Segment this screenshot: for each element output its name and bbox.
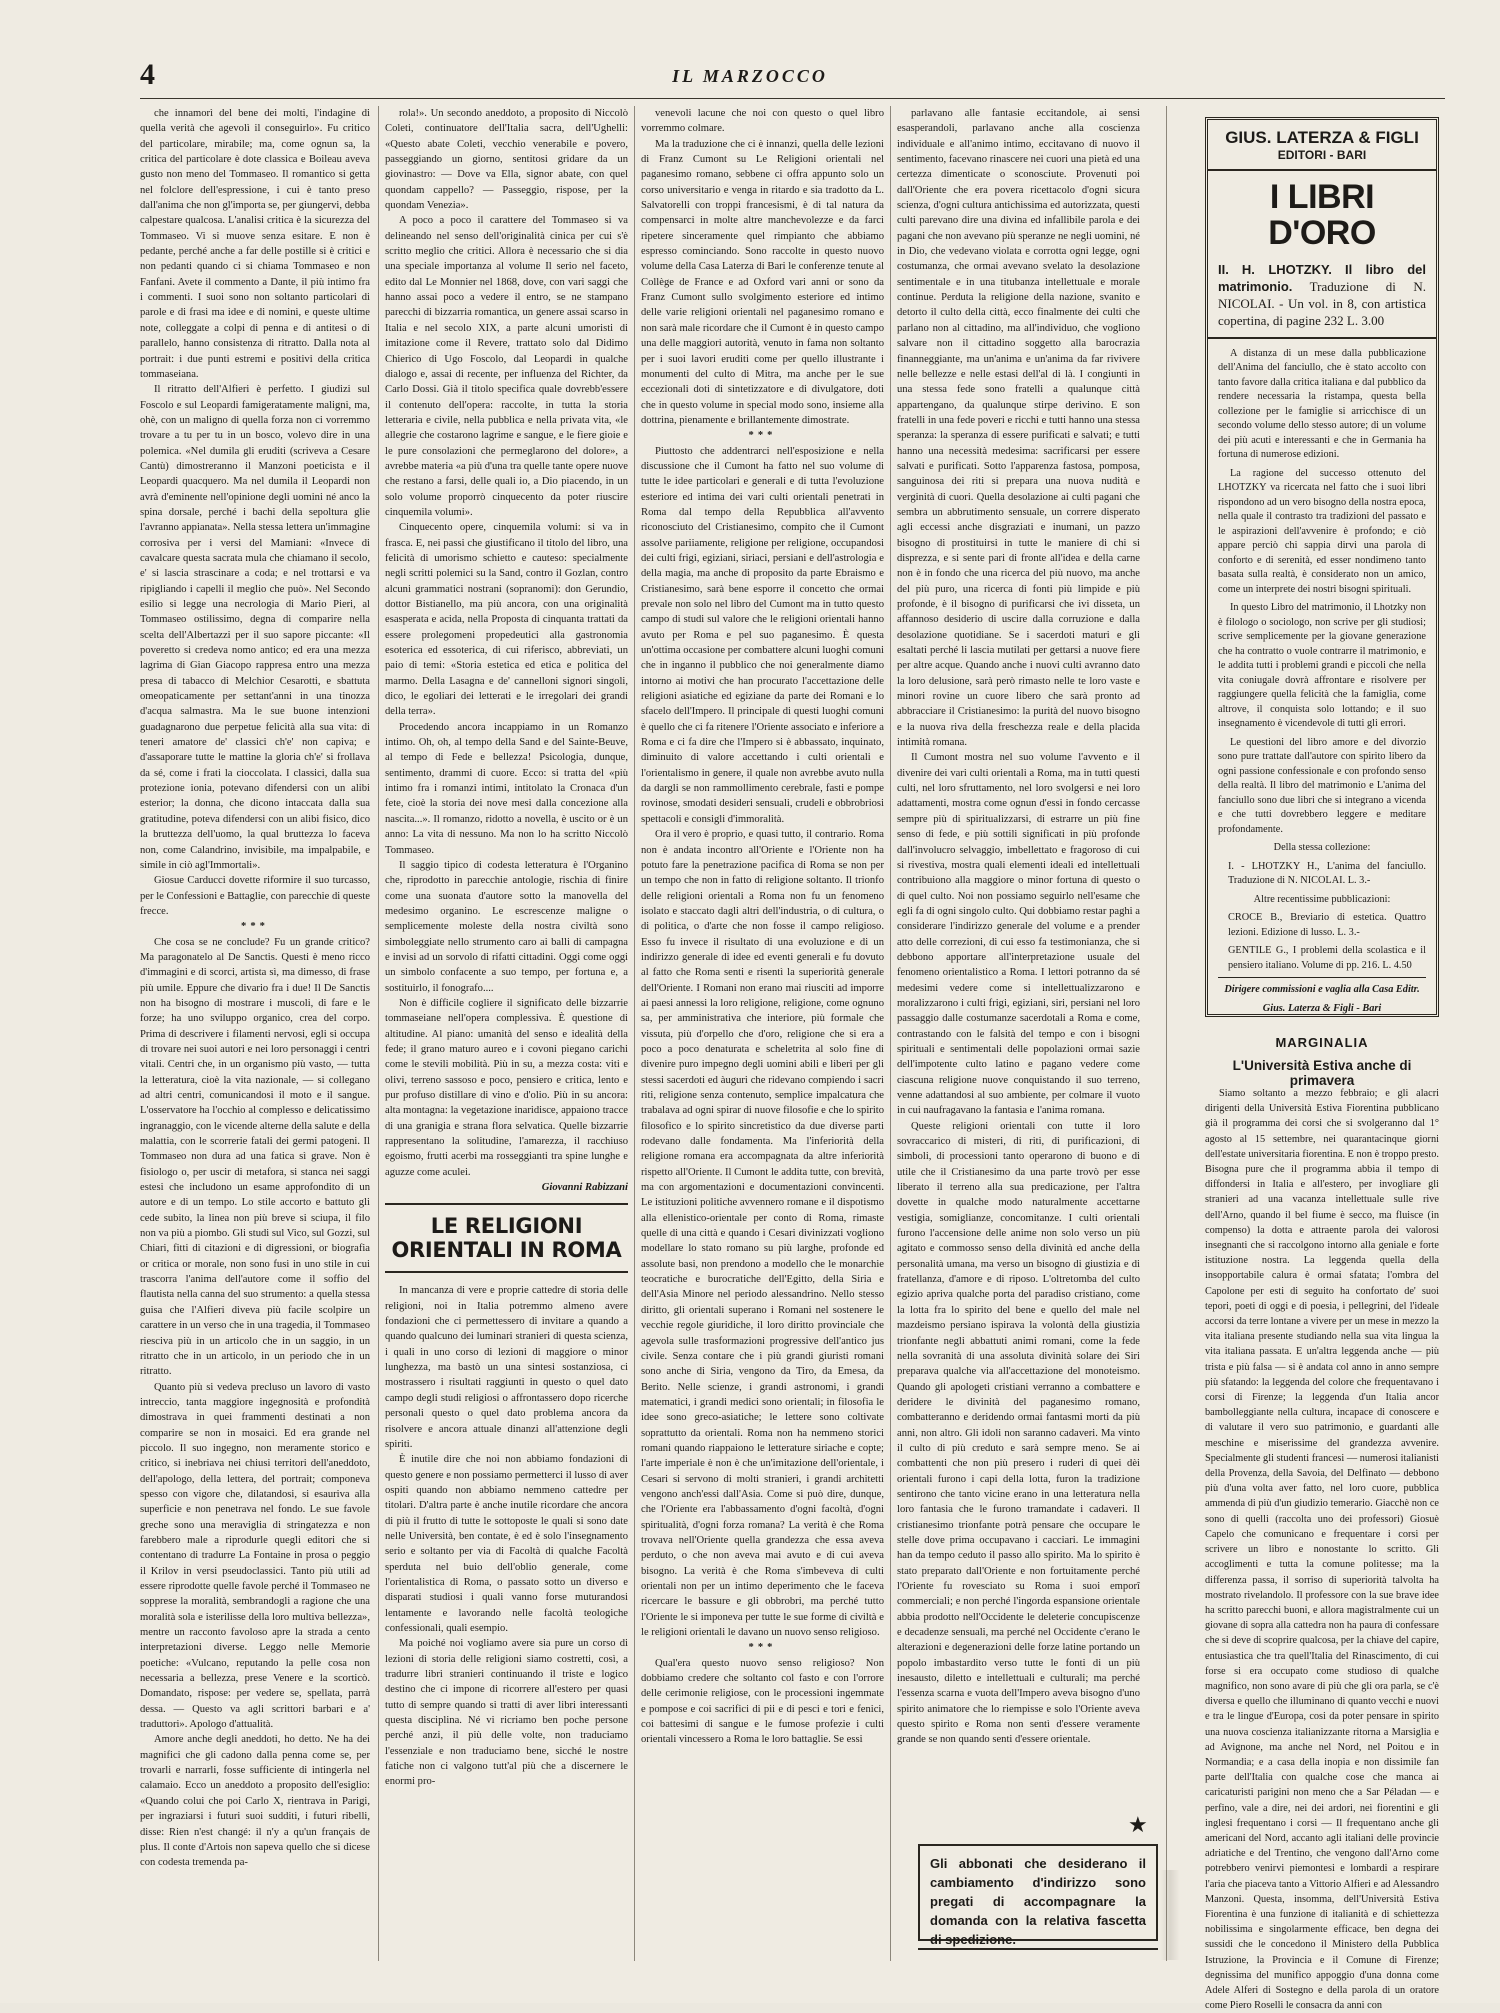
paragraph: Queste religioni orientali con tutte il loro sovraccarico di misteri, di riti, di purificazioni, di simboli, di processioni tanto operarono di buono e di utile che il Cristianesimo da una parte trovò per esse liberato il terreno alla sua predicazione, per l'altra dovette in qualche modo naturalmente accettarne vestigia, somiglianze, concomitanze. I culti orientali furono l'accensione delle anime non solo verso un più agitato e commosso senso della divinità ed anche della personalità umana, ma verso un bisogno di giustizia e di fratellanza, d'amore e di riposo. L'oltretomba del culto egizio apriva qualche porta del paradiso cristiano, come la lotta fra lo spirito del bene e quello del male nel mazdeismo persiano ispirava la volontà della giustizia trionfante negli abbattuti animi romani, come la fede nella sovranità di una assoluta divinità solare dei Siri preparava qualche via all'accettazione del monoteismo. Quando gli apologeti cristiani verranno a combattere e deridere le divinità del paganesimo romano, combatteranno e deridendo ormai fantasmi morti da più anni, non altro. Gli idoli non saranno cadaveri. Ma vinto il culto di più creduto e sarà sempre meno. Se ai combattenti che non più presero i ruderi di quei dèi orientali furono i capi della lotta, furon la tradizione sentirono che tanto vicine erano in una letteratura nella loro fantasia che le furono tramandate i cadaveri. Il cristianesimo trionfante potrà pensare che occupare le stelle dove prima occupavano i cacciari. Le immagini han da tempo ceduto il passo allo spirito. Ma lo spirito è stato preparato dall'Oriente e non fortuitamente perché l'Oriente fu rovesciato su Roma i suoi emporî commerciali; e non perché l'ingorda espansione orientale abbia prodotto nell'Occidente le deleterie concupiscenze e decadenze sensuali, ma perché nel Occidente c'erano le alterazioni e degenerazioni delle forze latine portando un popolo imbastardito verso tutte le fonti di un più inesausto, diletto e intellettuali e culturali; ma perché l'essenza scarna e vuota dell'Impero aveva bisogno d'uno spirito animatore che lo riempisse e solo l'Oriente aveva questo spirito e Roma non sentì d'essere veramente grande se non quando senti d'essere orientale.: [897, 1120, 1140, 1746]
author-signature: Giovanni Rabizzani: [541, 1182, 628, 1194]
paragraph: A poco a poco il carattere del Tommaseo si va delineando nel senso dell'originalità cinica per cui s'è scritto meglio che critici. Allora è necessario che si dia una speciale importanza al volume Il serio nel faceto, edito dal Le Monnier nel 1868, dove, con vari saggi che hanno assai poco a vedere il entro, se ne stampano parecchi di bizzarria romantica, un genere assai scarso in Italia e nel secolo XIX, a parte alcuni umoristi di imitazione come il Revere, trattato solo dal Didimo Chierico di Ugo Foscolo, dal Leopardi in qualche dialogo e, assai di recente, per influenza del Richter, da Carlo Dossi. Già il titolo specifica quale dovrebb'essere il contenuto dell'opera: raccolte, in tutta la storia letteraria e civile, nella pubblica e nella privata vita, «le allegrie che costarono lagrime e sangue, e le fiere gioie e le pure consolazioni che permeglarono del dolore», a avrebbe materia «a più d'una tra quelle tante opere nuove che restano a farsi, delle quali io, a Dio piacendo, in un solo volume proporrò cinquecento da poter riuscire cinquemila volumi».: [385, 215, 628, 518]
notice-rule: [918, 1948, 1158, 1950]
ad-subheading: Altre recentissime pubblicazioni:: [1253, 893, 1391, 905]
section-separator: ***: [241, 921, 269, 933]
ad-publisher-location: EDITORI - BARI: [1277, 148, 1367, 162]
ad-feature-title: Il libro del matrimonio.: [1218, 261, 1427, 294]
ad-book-listing: GENTILE G., I problemi della scolastica e il pensiero italiano. Volume di pp. 216. L. 4.50: [1228, 945, 1426, 971]
marginalia-body: [1205, 1086, 1439, 2012]
paragraph: parlavano alle fantasie eccitandole, ai sensi esasperandoli, parlavano anche alla coscienza individuale e all'animo intimo, eccitavano di nuovo il sentimento, facevano rinascere nei cuori una pietà ed una certezza dimenticate o sconosciute. Provenuti poi dall'Oriente che era povera ricettacolo d'ogni sicura scienza, d'ogni cultura antichissima ed autorizzata, questi culti parevano dire una divina ed infallibile parola e dei pagani che non avevano più speranze ne negli uomini, né in Dio, che vedevano violata e corrotta ogni legge, ogni costumanza, che ormai avevano svelato la desolazione sentimentale e in una titubanza intellettuale e morale continue. Perduta la religione della nazione, svanito e detorto il culto della città, ecco finalmente dei culti che parlano non al cittadino, ma all'individuo, che vogliono salvare non il cittadino soggetto alla barocrazia finanneggiante, ma un'anima e un'anima da far rivivere nelle bellezze e nelle estasi dell'al di là. I congiunti in una stessa fede sono fratelli a qualunque città appartengano, da qualunque stirpe derivino. E son fratelli in una fede poveri e ricchi e tutti hanno una stessa speranza: la speranza di essere purificati e salvati; e tutti hanno una necessità medesima: sacrificarsi per essere salvati e purificati. Sotto l'apparenza fastosa, pomposa, sanguinosa dei riti si prepara una nuova nudità e verginità di cuori. Quella desolazione ai culti pagani che sembra un abbrutimento sensuale, un correre disperato agli eccessi anche disgraziati e inumani, un pazzo bisogno di prostituirsi in tutte le maniere di chi si disprezza, e si sente pari di fronte all'idea e della carne non è in fondo che una ricerca del più nuovo, ma anche del più puro, una ricerca di fonti più limpide e più profonde, è il bisogno di purificarsi che ivi disseta, un affannoso desiderio di uscire dalla corruzione e dalla desolazione quotidiane. Se i sacerdoti maturi e gli esaltati perché li lascia mutilati per gettarsi a nuove fiere per altre acque. Quando anche i nuovi culti avranno dato la loro delusione, sarà però rimasto nelle te loro vaste e minori rovine un cuore libero che sarà pronto ad abbracciare il Cristianesimo: la purità del nuovo bisogno e la nuova riva della freschezza reale e della placida intimità romana.: [897, 108, 1140, 749]
ad-paragraph: A distanza di un mese dalla pubblicazione dell'Anima del fanciullo, che è stato accolto con tanto favore dalla critica italiana e dal pubblico da rendere necessaria la ristampa, questa bella collezione per le famiglie si arricchisce di un secondo volume dello stesso autore; di un volume dei più acuti e interessanti e che in Germania ha fortuna di numerose edizioni.: [1218, 347, 1426, 460]
column-divider: [890, 106, 891, 1961]
paragraph: Giosue Carducci dovette riformire il suo turcasso, per le Confessioni e Battaglie, con parecchie di queste frecce.: [140, 875, 370, 917]
paragraph: Che cosa se ne conclude? Fu un grande critico? Ma paragonatelo al De Sanctis. Questi è meno ricco d'immagini e di scorci, artista sì, ma dimesso, di frase più umile. Eppure che divario fra i due! Il De Sanctis non ha bisogno di mostrare i muscoli, di fare e le forze; ha uno sviluppo organico, crea del corpo. Prima di descrivere i filamenti nervosi, egli si occupa di trovare nei suoi autori e nei loro personaggi i centri vitali. Centri che, in un organismo più vasto, — tutta la letteratura, cioè la vita nazionale, — si collegano ad altri centri, comunicandosi il moto e il sangue. L'osservatore ha l'occhio al complesso e delicatissimo ingranaggio, con le vicende alterne della salute e della malattia, con le scorrerie fatali dei germi patogeni. Il Tommaseo non dura ad una fatica sì grave. Non è fisiologo o, per uscir di metafora, si stanca nei saggi estesi che includono un esame approfondito di un autore e di un tempo. Lo stile accorto e battuto gli cede subito, la linea non più breve si sciupa, il filo non va più a piombo. Gli studi sul Vico, sul Gozzi, sul Chiari, fitti di citazioni e di digressioni, or biografia or critica or morale, non sono fusi in uno stile in cui trascorra l'anima dell'autore come il soffio del flautista nella canna del suo strumento: a quella stessa guisa che l'Alfieri diveva più facile scolpire un carattere in un verso che in una tragedia, il Tommaseo riesciva più in un articolo che in un saggio, in un ritratto che in un articolo, in un periodo che in un ritratto.: [140, 936, 370, 1378]
column-3: [641, 106, 884, 1961]
header-rule: [140, 98, 1445, 99]
article-headline: LE RELIGIONI ORIENTALI IN ROMA: [385, 1203, 628, 1273]
ad-book-listing: CROCE B., Breviario di estetica. Quattro lezioni. Edizione di lusso. L. 3.-: [1228, 912, 1426, 938]
ad-publisher-name: GIUS. LATERZA & FIGLI: [1225, 128, 1419, 147]
ad-order-instructions: Dirigere commissioni e vaglia alla Casa Editr.: [1218, 977, 1426, 998]
section-separator: ***: [748, 1642, 777, 1654]
column-1: [140, 106, 370, 1961]
paragraph: che innamorì del bene dei molti, l'indagine di quella verità che agevolì il conseguirlo». Fu critico del particolare, mirabile; ma, come ognun sa, la critica del particolare è dote classica e Boileau aveva gusto non meno del Tommaseo. Il romantico si getta nel folclore dell'espressione, i cui è tanto preso dall'anima che non gl'importa se, per giungervi, debba calpestare qualcosa. L'analisi critica è la sicurezza del Tommaseo. Vi si muove senza esitare. E non è pedante, perché anche a far delle postille si è critici e non pedanti quando ci si chiama Tommaseo e non Fanfani. Avete il commento a Dante, il più intimo fra i commenti. I suoi sono non soltanto particolari di parole e di frasi ma idee e di nomini, e queste ultime note, colleggate a colpi di penna e di antitesi o di parallelo, hanno consistenza di ritratto. Dalla nota al portrait: i due punti estremi e positivi della critica tommaseiana.: [140, 108, 370, 380]
ad-feature-author: H. LHOTZKY.: [1241, 261, 1332, 277]
paragraph: Qual'era questo nuovo senso religioso? Non dobbiamo credere che soltanto col fasto e con l'orrore delle cerimonie religiose, con le processioni ingemmate e pompose e coi sacrifici di pii e di pesci e tori e fenici, coi battesimi di sangue e le fumose profezie i culti orientali vincessero a Roma le loro battaglie. Se essi: [641, 1657, 884, 1746]
paragraph: Procedendo ancora incappiamo in un Romanzo intimo. Oh, oh, al tempo della Sand e del Sainte-Beuve, al tempo di Fede e bellezza! Psicologia, dunque, sentimento, drammi di cuore. Ecco: si tratta del «più intimo fra i romanzi intimi, intitolato la Cronaca d'un fete, cioè la storia dei nove mesi dalla concezione alla nascita...». Il romanzo, ridotto a novella, è uscito or è un anno: La vita di nessuno. Ma non lo ha scritto Niccolò Tommaseo.: [385, 721, 628, 856]
page-smudge: [1160, 1870, 1180, 1960]
paragraph: venevoli lacune che noi con questo o quel libro vorremmo colmare.: [641, 108, 884, 135]
ad-order-address: Gius. Laterza & Figli - Bari: [1262, 1002, 1382, 1014]
paragraph: Il saggio tipico di codesta letteratura è l'Organino che, riprodotto in parecchie antologie, rischia di finire come una suonata d'autore sotto la manovella del medesimo organino. Le escrescenze maligne o semplicemente moleste della nostra civiltà sono simboleggiate nello strumento caro ai balli di campagna e invisi ad un sorvolo di rifatti cittadini. Oggi come oggi un simbolo confacente a suo tempo, per fortuna e, a sostituirlo, il fonografo....: [385, 859, 628, 994]
ad-feature-number: II.: [1218, 261, 1229, 277]
column-2: [385, 106, 628, 1961]
ad-feature-price: L. 3.00: [1346, 312, 1385, 328]
ad-series-title: I LIBRI D'ORO: [1268, 177, 1376, 252]
paragraph: Cinquecento opere, cinquemila volumi: si va in frasca. E, nei passi che giustificano il titolo del libro, una felicità di umorismo schietto e cauteso: specialmente negli scritti polemici su la Sand, contro il Gozlan, contro alcuni grammatici nostrani (sopranomi): don Gerundio, dottor Bistianello, ma più ancora, con una originalità esasperata e acida, nella Proposta di cinquanta trattati da essere prolegomeni propedeutici alla gastronomia esoterica ed essoterica, di cui riferisco, abbreviati, un paio di temi: «Storia estetica ed etica e politica del marmo. Della Lasagna e de' cannelloni signori singoli, dico, le egoliari dei letterati e le irregolari dei grandi della terra».: [385, 522, 628, 718]
paragraph: Piuttosto che addentrarci nell'esposizione e nella discussione che il Cumont ha fatto nel suo volume di tutte le idee particolari e generali e di tutta l'evoluzione esteriore ed intima dei vari culti orientali penetrati in Roma dal tempo della Repubblica all'avvento riconosciuto del Cristianesimo, compito che il Cumont assolve pariiamente, religione per religione, occupandosi dei culti frigi, egiziani, siriaci, persiani e dell'astrologia e della magia, ma anche di proposito da parte Ebraismo e Cristianesimo, sarà bene esporre il concetto che ormai prevale non solo nel libro del Cumont ma in tutto questo campo di studi sul valore che le religioni orientali hanno avuto per Roma e pel suo paganesimo. È questa un'ottima occasione per combattere alcuni luoghi comuni che in inganno il pubblico che noi generalmente diamo intorno ai motivi che han procurato l'accettazione delle religioni asiatiche ed egiziane da parte dei Romani e lo sfacelo dell'Impero. Il principale di questi luoghi comuni è quello che ci fa ritenere l'Oriente associato e inferiore a Roma e ci fa dire che l'Impero si è abbassato, inquinato, diminuito di valore accettando i culti orientali e l'orientalismo in genere, il quale non avrebbe avuto nulla da dargli se non rammollimento cerebrale, fasti e pompe rovinose, smodati desideri sensuali, crudeli e obbrobriosi spettacoli e consigli d'immoralità.: [641, 445, 884, 825]
page-number: 4: [140, 58, 155, 91]
paragraph: Quanto più si vedeva precluso un lavoro di vasto intreccio, tanta maggiore ingegnosità e profondità dimostrava in quei frammenti destinati a non comparire se non in mosaici. Ed era grande nel piccolo. Il suo ingegno, non meramente storico e critico, si inebriava nei chiusi territori dell'aneddoto, dell'apologo, della lettera, del portrait; componeva spesso con vigore che, dilatandosi, si esauriva alla superficie e non penetrava nel fondo. Le sue favole greche sono una meraviglia di stringatezza e non farebbero male a riprodurle quegli editori che si contentano di tradurre La Fontaine in prosa o peggio il Krilov in versi pseudoclassici. Tanto più utili ad essere riprodotte quelle favole perché il Tommaseo ne sopprese la moralità, sembrandogli a ragione che una moralità sola e isterilisse della loro multiva bellezza», mentre un racconto favoloso apre la strada a cento interpretazioni diverse. Leggo nelle Memorie poetiche: «Vulcano, reputando la pelle cosa non necessaria a bellezza, prese Venere e la scorticò. Domandato, rispose: per vedere se, spellata, parrà dessa. — Questo va agli scrittori barbari e a' traduttori». Apologo d'attualità.: [140, 1381, 370, 1731]
column-divider: [378, 106, 379, 1961]
paragraph: Ma poiché noi vogliamo avere sia pure un corso di lezioni di storia delle religioni siamo costretti, così, a tradurre libri stranieri continuando il triste e logico destino che ci impone di ricorrere all'estero per quasi tutto di sempre quando si tratti di aver libri interessanti questa disciplina. Né vi ricriamo ben poche persone perché anzi, il più delle volte, non traduciamo l'essenziale e non traduciamo bene, sicché le nostre fatiche non ci valgono tutt'al più che a discernere le enormi pro-: [385, 1638, 628, 1788]
ad-paragraph: Le questioni del libro amore e del divorzio sono pure trattate dall'autore con spirito libero da ogni passione confessionale e con profondo senso della realtà. Il libro del matrimonio e L'anima del fanciullo sono due libri che si integrano a vicenda e che tutti dovrebbero leggere e meditare profondamente.: [1218, 736, 1426, 835]
paragraph: È inutile dire che noi non abbiamo fondazioni di questo genere e non possiamo permetterci il lusso di aver ospiti quando non abbiamo nemmeno cattedre per titolari. D'altra parte è anche inutile ricordare che ancora di più il frutto di tutte le sottoposte le quali si sono date nelle Università, ben contate, è ed è solo l'insegnamento serio e soltanto per via di Facoltà di qualche Facoltà sperduta nel buio dell'oblio generale, come l'orientalistica di Roma, o passato sotto un diverso e disparati studiosi i quali vanno forse muturandosi lentamente e lavorando nelle facoltà teologiche confessionali, quali esempio.: [385, 1454, 628, 1634]
ad-divider: [1208, 337, 1436, 339]
ad-featured-book: [1218, 261, 1426, 329]
section-separator: ***: [748, 430, 777, 442]
paragraph: Amore anche degli aneddoti, ho detto. Ne ha dei magnifici che gli cadono dalla penna come se, per trovarli e narrarli, fosse sufficiente di intingerla nel calamaio. Ecco un aneddoto a proposito dell'esiglio: «Quando colui che poi Carlo X, rientrava in Parigi, per ingraziarsi i futuri suoi sudditi, i futuri ribelli, disse: Rien n'est changé: il n'y a qu'un français de plus. Il conte d'Artois non sapeva quello che si dicese con codesta tremenda pa-: [140, 1734, 370, 1869]
paragraph: Non è difficile cogliere il significato delle bizzarrie tommaseiane nell'opera complessiva. È questione di altitudine. Al piano: umanità del senso e idealità della fede; il grano maturo aureo e i covoni piegano carichi come le stevili mobilità. Più in su, a mezza costa: viti e olivi, terreno sassoso e poco, pensiero e critica, lento e pur profuso distillare di vino e d'olio. Più in su ancora: alta montagna: la vegetazione inaridisce, appaiono tracce di una granigia e strana flora selvatica. Quelle bizzarrie rappresentano la solitudine, l'amarezza, il racchiuso egoismo, frutti acerbi ma rosseggianti tra spine lunghe e aguzze come aculei.: [385, 997, 628, 1178]
ad-divider: [1208, 169, 1436, 171]
paragraph: Ora il vero è proprio, e quasi tutto, il contrario. Roma non è andata incontro all'Oriente e l'Oriente non ha potuto fare la penetrazione pacifica di Roma se non per un tempo che non in fatto di religione soltanto. Il trionfo delle religioni orientali a Roma non fu un fenomeno isolato e staccato dagli altri dell'industria, o di cultura, o di politica, o d'arte che non fosse il campo religioso. Esso fu invece il risultato di una evoluzione e di un indirizzo generale di idee ed eventi generali e fu dovuto al fatto che Roma senti e risentì la superiorità generale dell'Oriente. I Romani non erano mai riusciti ad imporre ai paesi annessi la loro religione, religione, come ognuno sa, per amministrativa che interiore, più formale che vissuta, più d'orpello che d'oro, religione che si era a poco a poco denaturata e scheletrita al solo fine di divenire puro impegno degli uomini abili e liberi per gli stessi sacerdoti ed àuguri che ridevano compiendo i sacri riti, religione senza contenuto, semplice impalcatura che trabalava ad ogni spirar di nuove filosofie e che lo spirito filosofico e lo spirito sincretistico da due diverse parti rodevano dalle fondamenta. Ma l'inferiorità della religione romana era accompagnata da altre inferiorità rispetto all'Oriente. Il Cumont le addita tutte, con brevità, ma con argomentazioni e documentazioni convincenti. Le istituzioni politiche avvennero romane e il dispotismo alla ellenistico-orientale per conto di Roma, rimaste quelle di una città e quando i Cesari divinizzati vogliono modellare lo stato romano su più larghe, profonde ed assolute basi, non prendono a modello che le monarchie teocratiche e burocratiche dell'Egitto, della Siria e dell'Asia Minore nel periodo alessandrino. Nello stesso diritto, gli orientali superano i Romani nel sostenere le vecchie regole giuridiche, il loro diritto provinciale che agevola sulle trasformazioni progressive dell'antico jus civile. Senza contare che i più grandi giuristi romani sono anche di Siria, vengono da Tiro, da Emesa, da Berito. Nelle scienze, i grandi astronomi, i grandi matematici, i grandi medici sono orientali; in filosofia le idee sono greco-asiatiche; le lettere sono coltivate soprattutto da orientali. Roma non ha nemmeno storici romani quando riappaiono le letterature siriache e copte; l'arte imperiale è non è che un'imitazione dell'orientale, i Cesari si servono di molti stranieri, i grandi architetti vengono anch'essi dall'Asia. Come si può dire, dunque, che l'Oriente era l'abbassamento d'ogni facoltà, d'ogni spiritualità, d'ogni forza romana? La verità è che Roma trovava nell'Oriente quella grandezza che essa aveva perduto, o che non aveva mai avuto e di cui aveva bisogno. La verità è che Roma s'imbeveva di culti orientali non per un intimo deperimento che le faceva ricercare le bassure e gli obbrobri, ma perché tutto l'Oriente le si imponeva per tutte le sue forme di civiltà e le religioni orientali le davano un nuovo senso religioso.: [641, 829, 884, 1639]
ad-book-listing: I. - LHOTZKY H., L'anima del fanciullo. Traduzione di N. NICOLAI. L. 3.-: [1228, 860, 1426, 886]
paragraph: Il ritratto dell'Alfieri è perfetto. I giudizi sul Foscolo e sul Leopardi famigeratamente maligni, ma, ohè, con un maligno di quella forza non ci vorremmo trovare a tu per tu in un bosco, volevo dire in una polemica. «Nel dumila gli eruditi (scriveva a Cesare Cantù) dimostreranno il Manzoni poeticista e il Leopardi quacquero. Ma nel dumila il Leopardi non avrà d'eminente nell'opinione degli uomini né anco la spina dorsale, perché i bachi della sepoltura glie l'avranno appianata». Nella stessa lettera un'immagine corrosiva per i versi del Mamiani: «Invece di cavalcare questa sacrata mula che chiamano il secolo, e' si lascia strascinare a coda; e nel trottarsi e va ripigliando i capelli il meglio che può». Nel Secondo esilio si legge una necrologia di Mario Pieri, al Tommaseo ostilissimo, degna di comparire nella scelta dell'Albertazzi per il suo sapore piccante: «Il poveretto si credeva nomo antico; ed era una mezza lagrima di Gian Giacopo rappresa entro una mezza presa di tabacco di Melchior Cesarotti, e sbattuta omeopaticamente per settant'anni in una tinozza d'acqua salmastra. Ma le sue buone intenzioni guadagnarono due perpetue felicità alla sua vita: di teneri amatore de' classici ch'e' non capiva; e d'assaporare tutte le mattine la gloria ch'e' si frollava da sé, come i frati la cioccolata. I classici, dalla sua protezione ionia, potevano difendersi con un alibi esterior; la donna, che dicono intaccata dalla sua gratitudine, poteva difendersi con un alibi fisico, dico la bruttezza dell'uomo, la qual bruttezza lo faceva non, come Calandrino, invisibile, ma impalpabile, e simile in ciò agl'Immortali».: [140, 384, 370, 871]
paragraph: Il Cumont mostra nel suo volume l'avvento e il divenire dei vari culti orientali a Roma, ma in tutti questi culti, nel loro sfruttamento, nel loro svolgersi e nei loro adattamenti, mostra come ognun d'essi in fondo cercasse sempre più di spiritualizzarsi, di estrarre un più fine senso di fede, e più sottili significati in più profonde dall'involucro selvaggio, imbellettato e fragoroso di cui si rivestiva, mostra quali elementi ideali ed intellettuali contribuiono alla maggiore o minor fortuna di questo o di quel culto. Noi non possiamo seguirlo nell'esame che egli fa di ogni singolo culto. Qui dobbiamo restar paghi a considerare l'indirizzo generale del volume e a prender atto delle correzioni, di cui esso fa testimonianza, che si debbono apportare all'interpretazione usuale del fenomeno orientalistico a Roma. I lettori potranno da sé medesimi vedere come si intellettualizzarono e moralizzarono i culti frigi, egiziani, siri, persiani nel loro passaggio dalle costumanze sacerdotali a Roma e come, contrastando con le falsità del tempo e con i bisogni spirituali e sentimentali delle popolazioni ormai sazie dell'impotente culto latino e pagano vedere come ciascuna religione nuove conquistando il suo terreno, venne adattandosi al suo ambiente, per colmare il vuoto in cui naufragavano la fantasia e l'anima romana.: [897, 752, 1140, 1117]
column-4: [897, 106, 1140, 1806]
subscriber-notice: Gli abbonati che desiderano il cambiamento d'indirizzo sono pregati di accompagnare la domanda con la relativa fascetta di spedizione.: [918, 1844, 1158, 1941]
marginalia-headline: L'Università Estiva anche di primavera: [1232, 1058, 1412, 1088]
column-divider: [634, 106, 635, 1961]
paragraph: Ma la traduzione che ci è innanzi, quella delle lezioni di Franz Cumont su Le Religioni orientali nel paganesimo romano, sebbene ci offra appunto solo un corso universitario e venga in ritardo e sia tradotto da L. Salvatorelli con troppi francesismi, è di tal natura da compensarci in molte altre manchevolezze e da farci ripetere sinceramente quel rimpianto che abbiamo espresso cominciando. Sono raccolte in questo nuovo volume della Casa Laterza di Bari le conferenze tenute al Collège de France e ad Oxford vari anni or sono da Franz Cumont sullo svolgimento esteriore ed intimo delle varie religioni orientali nel paganesimo romano e non sarà male ricordare che il Cumont è in questo campo una delle maggiori autorità, venuto in fama non soltanto per i suoi lavori eruditi come per quello illustrante i monumenti del culto di Mitra, ma anche per le sue eccezionali doti di sintetizzatore e di divulgatore, doti che in questo volume in special modo sono, insieme alla dottrina, pienamente e brillantemente dimostrate.: [641, 138, 884, 426]
ad-subheading: Della stessa collezione:: [1273, 842, 1371, 853]
publisher-advertisement: [1205, 117, 1439, 1017]
star-icon: ★: [1128, 1812, 1148, 1837]
section-rubric: MARGINALIA: [1275, 1035, 1369, 1050]
ad-paragraph: In questo Libro del matrimonio, il Lhotzky non è filologo o sociologo, non scrive per gli studiosi; scrive semplicemente per la giovane generazione che ha contratto o vuole contrarre il matrimonio, e le addita tutti i problemi grandi e piccoli che nella vita coniugale dovrà affrontare e risolvere per raggiungere quella felicità che la famiglia, come altrove, il conquista solo lottando; e il suo insegnamento è vicendevole di tutti gli errori.: [1218, 602, 1426, 729]
paragraph: In mancanza di vere e proprie cattedre di storia delle religioni, noi in Italia potremmo almeno avere fondazioni che ci permettessero di invitare a quando a quando qualcuno dei luminari stranieri di questa scienza, i quali in uno corso di lezioni di maggiore o minor lunghezza, ma bastò un una sintesi sostanziosa, ci mostrassero i risultati raggiunti in questo o quel dato campo degli studi religiosi o affrontassero dopo ricerche personali questo o quel dato problema ancora da risolvere e ancora attuale dinanzi all'attenzione degli spiriti.: [385, 1285, 628, 1450]
paragraph: Siamo soltanto a mezzo febbraio; e gli alacri dirigenti della Università Estiva Fiorentina pubblicano già il programma dei corsi che si svolgeranno dal 1° agosto al 15 settembre, nei quarantacinque giorni dell'estate universitaria fiorentina. E non è troppo presto. Bisogna pure che il programma abbia il tempo di diffondersi in Italia e all'estero, per invogliare gli stranieri ad una vacanza intellettuale sulle rive dell'Arno, quando il bel fiume è secco, ma fluisce (in compenso) la dotta e attraente parola dei valorosi insegnanti che si raccolgono intorno alla geniale e forte istituzione nostra. La leggenda quella della insopportabile calura è ormai sfatata; l'ombra del Capolone per esti di seguito ha confortato de' suoi tepori, poeti di oggi e di poesia, i pellegrini, del l'ideale accorsi da terre lontane a vivere per un mese in mezzo la vita italiana presente studiando nella sua vita lingua la vita italiana passata. E un'altra leggenda anche — più trista e più falsa — si è andata col anno in anno sempre più sfatando: la leggenda del colore che frequentavano i corsi di Firenze; la leggenda d'un Italia ancor bambolleggiante nella cultura, incapace di conoscere e di valutare il vero suo patrimonio, e guardanti alle meschine e miserissime del grandezza avvenire. Specialmente gli studenti francesi — numerosi italianisti della Provenza, della Savoia, del Delfinato — debbono più d'una volta aver fatto, nel loro cuore, pubblica ammenda di più d'un giudizio temerario. Giacchè non ce sono di quelli (raccolta uno dei professori) Giosuè Capelo che comunicano e frequentare i corsi per scrivere un libro e nonostante lo scritto. Gli accoglimenti e tutta la comune politesse; ma la differenza passa, il sorriso di superiorità talvolta ha mostrato rivelandolo. Il professore con la sue brave idee ha scritto parecchi buoni, e allora magistralmente cui un giovane di sopra alla cattedra non ha paura di confessare che si deve di scoprire qualcosa, per la chiave del capire, entusiastica che tra quell'Italia del Rinascimento, di cui forse si era occupato come studioso di qualche magnifico, non sono avare di più che gli ora parla, se c'è diversa e quello che illuminano di quanto vecchi e nuovi e tra le lingue d'Europa, cosi da poter pensare in spirito una nuova coscienza italianizzante ritorna a Marsiglia e ad Avignone, ma anche nel Nord, nel Poitou e in Normandia; e a casa della inopia e non dissimile fan parte dell'Italia con qualche cose che manca ai caricaturisti parigini non meno che a Sar Péladan — e perfino, vale a dire, nei dei ardori, nei fiorentini e gli inglesi frequentano i corsi — Il frequentano anche gli americani del Nord, accanto agli italiani delle provincie adriatiche e del Trentino, che vengono dall'Arno come potrebbero venirvi piemontesi e lombardi a respirare l'aria che piaceva tanto a Vittorio Alfieri e ad Alessandro Manzoni. Questa, insomma, dell'Università Estiva Fiorentina è una funzione di italianità e di schiettezza nobilissima e singolarmente efficace, ben degna dei sussidi che le concedono il Ministero della Pubblica Istruzione, la Provincia e il Comune di Firenze; degnissima del munifico appoggio d'una donna come Adele Alferi di Sostegno e della parola di un oratore come Piero Roselli le consacra da anni con: [1205, 1088, 1439, 2012]
paragraph: rola!». Un secondo aneddoto, a proposito di Niccolò Coleti, continuatore dell'Italia sacra, dell'Ughelli: «Questo abate Coleti, vecchio venerabile e povero, passeggiando un giorno, sentitosi gridare da un giovinastro: — Dove va Ella, signor abate, con quel quondam cappello? — Passeggio, rispose, per la quondam Venezia».: [385, 108, 628, 212]
ad-paragraph: La ragione del successo ottenuto del LHOTZKY va ricercata nel fatto che i suoi libri rispondono ad un vero bisogno della nostra epoca, nella quale il contrasto tra tradizioni del passato e le aspirazioni dell'avvenire è profondo; e ciò appare perciò chi sappia dirvi una parola di conforto e di serenità, ed esser nondimeno tanto basata sulla realtà, è considerato non un amico, come un interprete dei nostri bisogni spirituali.: [1218, 467, 1426, 595]
column-divider: [1166, 106, 1167, 1961]
masthead: IL MARZOCCO: [672, 66, 828, 86]
ad-feature-detail: Traduzione di N. NICOLAI. - Un vol. in 8, con artistica copertina, di pagine 232: [1218, 278, 1426, 328]
